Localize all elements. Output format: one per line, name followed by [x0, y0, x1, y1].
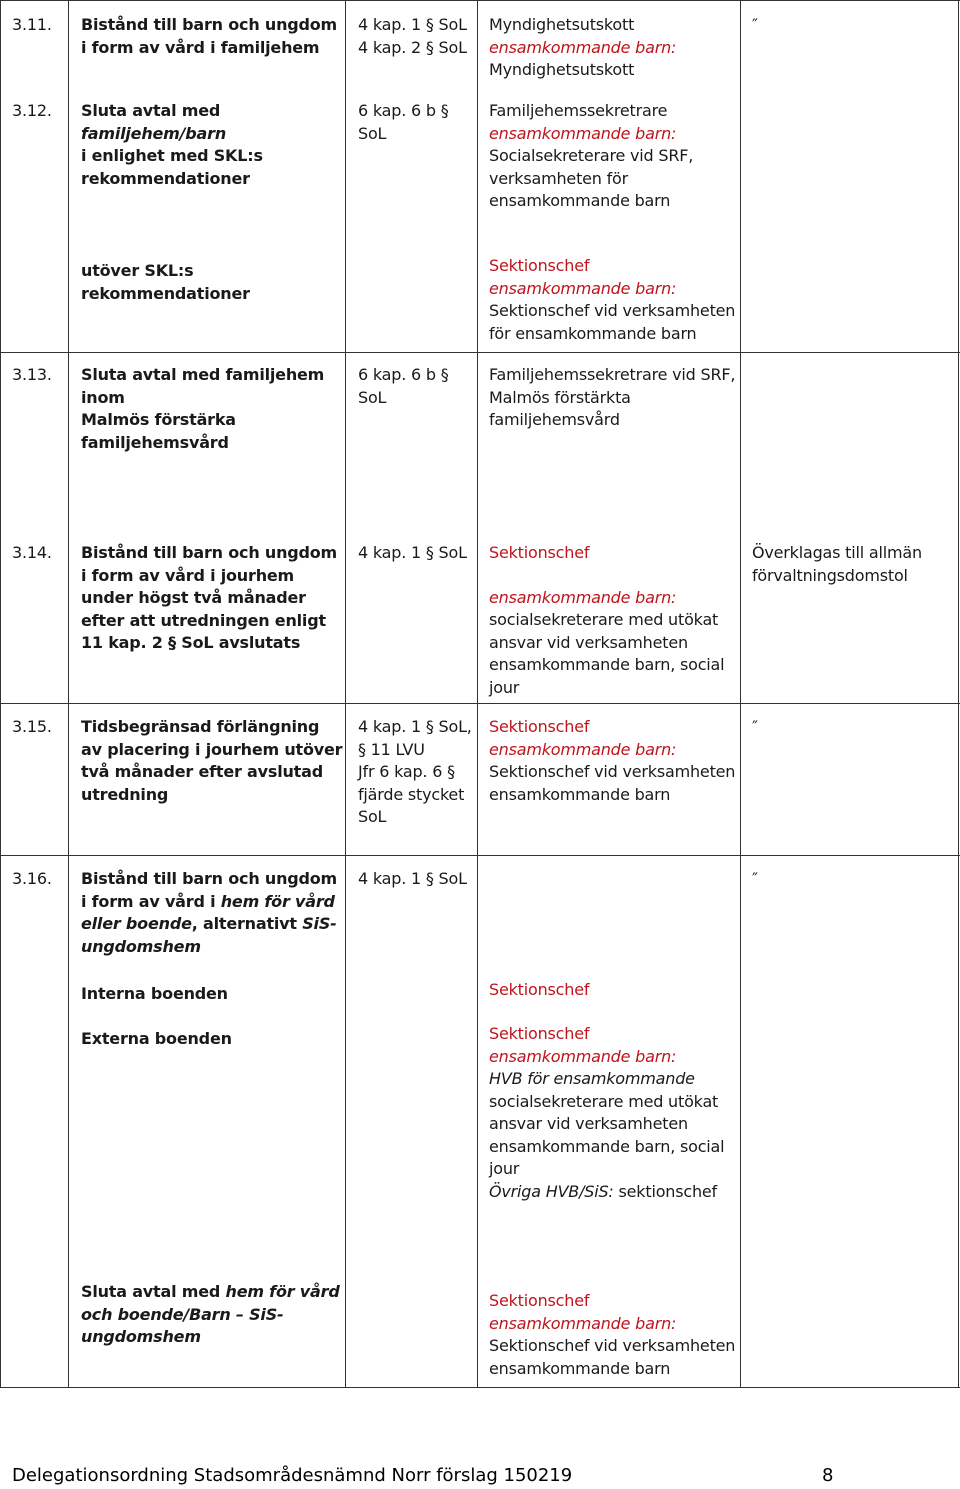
column-divider: [477, 0, 478, 1388]
row-number: 3.16.: [12, 869, 52, 888]
delegate-title: Sektionschef: [489, 1024, 590, 1043]
page-number: 8: [822, 1465, 834, 1486]
row-law-reference: 6 kap. 6 b § SoL: [358, 365, 449, 407]
delegate-text: HVB för ensamkommande: [489, 1069, 695, 1088]
law-line: 4 kap. 2 § SoL: [358, 37, 467, 57]
row-description: Tidsbegränsad förlängning av placering i jourhem utöver två månader efter avslutad utredning: [81, 717, 343, 804]
row-delegate: [489, 716, 744, 806]
law-line: 4 kap. 1 § SoL: [358, 15, 467, 34]
row-note: Överklagas till allmän förvaltningsdomstol: [752, 543, 922, 585]
row-delegate: [489, 542, 744, 699]
row-number: 3.13.: [12, 365, 52, 384]
row-number: 3.15.: [12, 717, 52, 736]
law-line: 4 kap. 1 § SoL,: [358, 717, 472, 736]
delegate-text: Myndighetsutskott: [489, 15, 635, 34]
row-divider: [0, 855, 960, 856]
delegate-title: Sektionschef: [489, 256, 590, 275]
delegate-label: ensamkommande barn:: [489, 37, 677, 57]
row-number: 3.11.: [12, 15, 52, 34]
delegate-label: ensamkommande barn:: [489, 123, 677, 143]
delegate-title: Sektionschef: [489, 543, 590, 562]
delegate-label: ensamkommande barn:: [489, 278, 677, 298]
table-border-right: [958, 0, 959, 1388]
row-delegate: [489, 14, 744, 82]
row-delegate: [489, 1023, 744, 1203]
row-description: Sluta avtal med familjehem/barn i enlighet med SKL:s rekommendationer: [81, 101, 263, 188]
column-divider: [345, 0, 346, 1388]
row-note: ″: [752, 717, 758, 736]
row-law-reference: 6 kap. 6 b § SoL: [358, 101, 449, 143]
law-line: SoL: [358, 807, 387, 826]
delegate-title: Sektionschef: [489, 717, 590, 736]
delegate-label: ensamkommande barn:: [489, 739, 677, 759]
row-description: Sluta avtal med familjehem inom Malmös förstärka familjehemsvård: [81, 365, 325, 452]
delegate-label: ensamkommande barn:: [489, 1313, 677, 1333]
delegate-text: socialsekreterare med utökat ansvar vid verksamheten ensamkommande barn, social jour: [489, 1091, 725, 1178]
row-description: Bistånd till barn och ungdom i form av vård i hem för vård eller boende, alternativt SiS-ungdomshem: [81, 869, 338, 956]
law-line: § 11 LVU: [358, 739, 425, 759]
delegate-text: Familjehemssekretrare: [489, 101, 668, 120]
row-divider: [0, 703, 960, 704]
delegate-text: Sektionschef vid verksamheten för ensamkommande barn: [489, 301, 736, 343]
row-delegate: [489, 100, 744, 213]
delegate-text: Sektionschef vid verksamheten ensamkommande barn: [489, 1336, 736, 1378]
row-law-reference: 4 kap. 1 § SoL: [358, 869, 467, 888]
row-divider: [0, 0, 960, 1]
delegate-title: Sektionschef: [489, 1291, 590, 1310]
table-border-left: [0, 0, 1, 1388]
row-note: ″: [752, 15, 758, 34]
row-law-reference: [358, 14, 476, 59]
row-description: Bistånd till barn och ungdom i form av vård i jourhem under högst två månader efter att utredningen enligt 11 kap. 2 § SoL avslutats: [81, 543, 338, 652]
row-law-reference: [358, 716, 476, 829]
delegate-text: Sektionschef vid verksamheten ensamkommande barn: [489, 762, 736, 804]
delegate-title: Sektionschef: [489, 980, 590, 999]
delegate-label: ensamkommande barn:: [489, 1046, 677, 1066]
column-divider: [68, 0, 69, 1388]
row-description: Bistånd till barn och ungdom i form av vård i familjehem: [81, 15, 338, 57]
row-note: ″: [752, 869, 758, 888]
footer-text: Delegationsordning Stadsområdesnämnd Norr förslag 150219: [12, 1465, 573, 1486]
row-divider: [0, 352, 960, 353]
row-number: 3.14.: [12, 543, 52, 562]
law-line: Jfr 6 kap. 6 §: [358, 762, 455, 781]
delegate-text: Myndighetsutskott: [489, 60, 635, 79]
delegate-text: socialsekreterare med utökat ansvar vid verksamheten ensamkommande barn, social jour: [489, 610, 725, 697]
law-line: fjärde stycket: [358, 784, 465, 804]
sub-item-interna: Interna boenden: [81, 984, 228, 1003]
row-law-reference: 4 kap. 1 § SoL: [358, 543, 467, 562]
row-description: utöver SKL:s rekommendationer: [81, 261, 250, 303]
row-delegate: [489, 979, 744, 1002]
sub-item-contract: Sluta avtal med hem för vård och boende/Barn – SiS-ungdomshem: [81, 1282, 340, 1346]
row-delegate: [489, 1290, 744, 1380]
delegate-text: sektionschef: [613, 1181, 717, 1201]
row-delegate: [489, 255, 744, 345]
table-border-bottom: [0, 1387, 960, 1388]
delegate-label: ensamkommande barn:: [489, 587, 677, 607]
delegate-text: Socialsekreterare vid SRF, verksamheten för ensamkommande barn: [489, 146, 694, 210]
sub-item-externa: Externa boenden: [81, 1029, 232, 1048]
row-delegate: Familjehemssekretrare vid SRF, Malmös förstärkta familjehemsvård: [489, 365, 736, 429]
delegate-text: Övriga HVB/SiS:: [489, 1181, 614, 1201]
row-number: 3.12.: [12, 101, 52, 120]
